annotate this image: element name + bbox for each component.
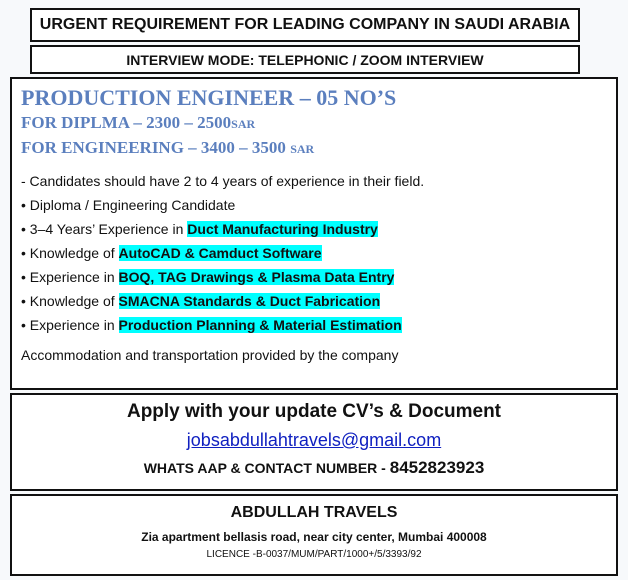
requirement-highlight: BOQ, TAG Drawings & Plasma Data Entry (118, 269, 395, 285)
requirement-line (21, 313, 616, 337)
requirement-text: - Candidates should have 2 to 4 years of experience in their field. (21, 173, 425, 189)
requirements-list (21, 169, 616, 337)
requirement-line (21, 217, 616, 241)
requirement-line (21, 289, 616, 313)
requirement-text: • Experience in (21, 317, 119, 333)
requirement-text: • Experience in (21, 269, 119, 285)
apply-box (10, 393, 618, 491)
benefits-note: Accommodation and transportation provided by the company (21, 347, 399, 363)
email-link[interactable]: jobsabdullahtravels@gmail.com (186, 430, 442, 450)
job-title: PRODUCTION ENGINEER – 05 NO’S (21, 85, 397, 110)
diploma-salary (21, 111, 616, 136)
diploma-salary-unit: SAR (231, 117, 256, 131)
apply-title: Apply with your update CV’s & Document (126, 401, 502, 422)
requirement-line (21, 169, 616, 193)
requirement-line (21, 193, 616, 217)
requirement-highlight: Production Planning & Material Estimation (118, 317, 402, 333)
diploma-salary-text: FOR DIPLMA – 2300 – 2500 (21, 113, 232, 132)
interview-mode-box (30, 45, 580, 74)
requirement-text: • Diploma / Engineering Candidate (21, 197, 236, 213)
requirement-text: • Knowledge of (21, 245, 119, 261)
requirement-highlight: Duct Manufacturing Industry (187, 221, 378, 237)
contact-line (12, 458, 616, 478)
requirement-highlight: SMACNA Standards & Duct Fabrication (118, 293, 381, 309)
company-licence: LICENCE -B-0037/MUM/PART/1000+/5/3393/92 (206, 549, 422, 560)
requirement-highlight: AutoCAD & Camduct Software (118, 245, 322, 261)
engineering-salary (21, 136, 616, 161)
engineering-salary-unit: SAR (290, 142, 315, 156)
job-details-box (10, 77, 618, 390)
interview-mode-text: INTERVIEW MODE: TELEPHONIC / ZOOM INTERVIEW (126, 51, 484, 68)
contact-label: WHATS AAP & CONTACT NUMBER - (143, 460, 390, 476)
headline-text: URGENT REQUIREMENT FOR LEADING COMPANY IN SAUDI ARABIA (39, 16, 571, 33)
requirement-line (21, 241, 616, 265)
requirement-text: • 3–4 Years’ Experience in (21, 221, 188, 237)
contact-number: 8452823923 (389, 458, 485, 477)
engineering-salary-text: FOR ENGINEERING – 3400 – 3500 (21, 138, 286, 157)
requirement-text: • Knowledge of (21, 293, 119, 309)
requirement-line (21, 265, 616, 289)
company-address: Zia apartment bellasis road, near city center, Mumbai 400008 (141, 530, 487, 544)
company-box (10, 494, 618, 576)
headline-box (30, 8, 580, 42)
company-name: ABDULLAH TRAVELS (230, 504, 398, 521)
